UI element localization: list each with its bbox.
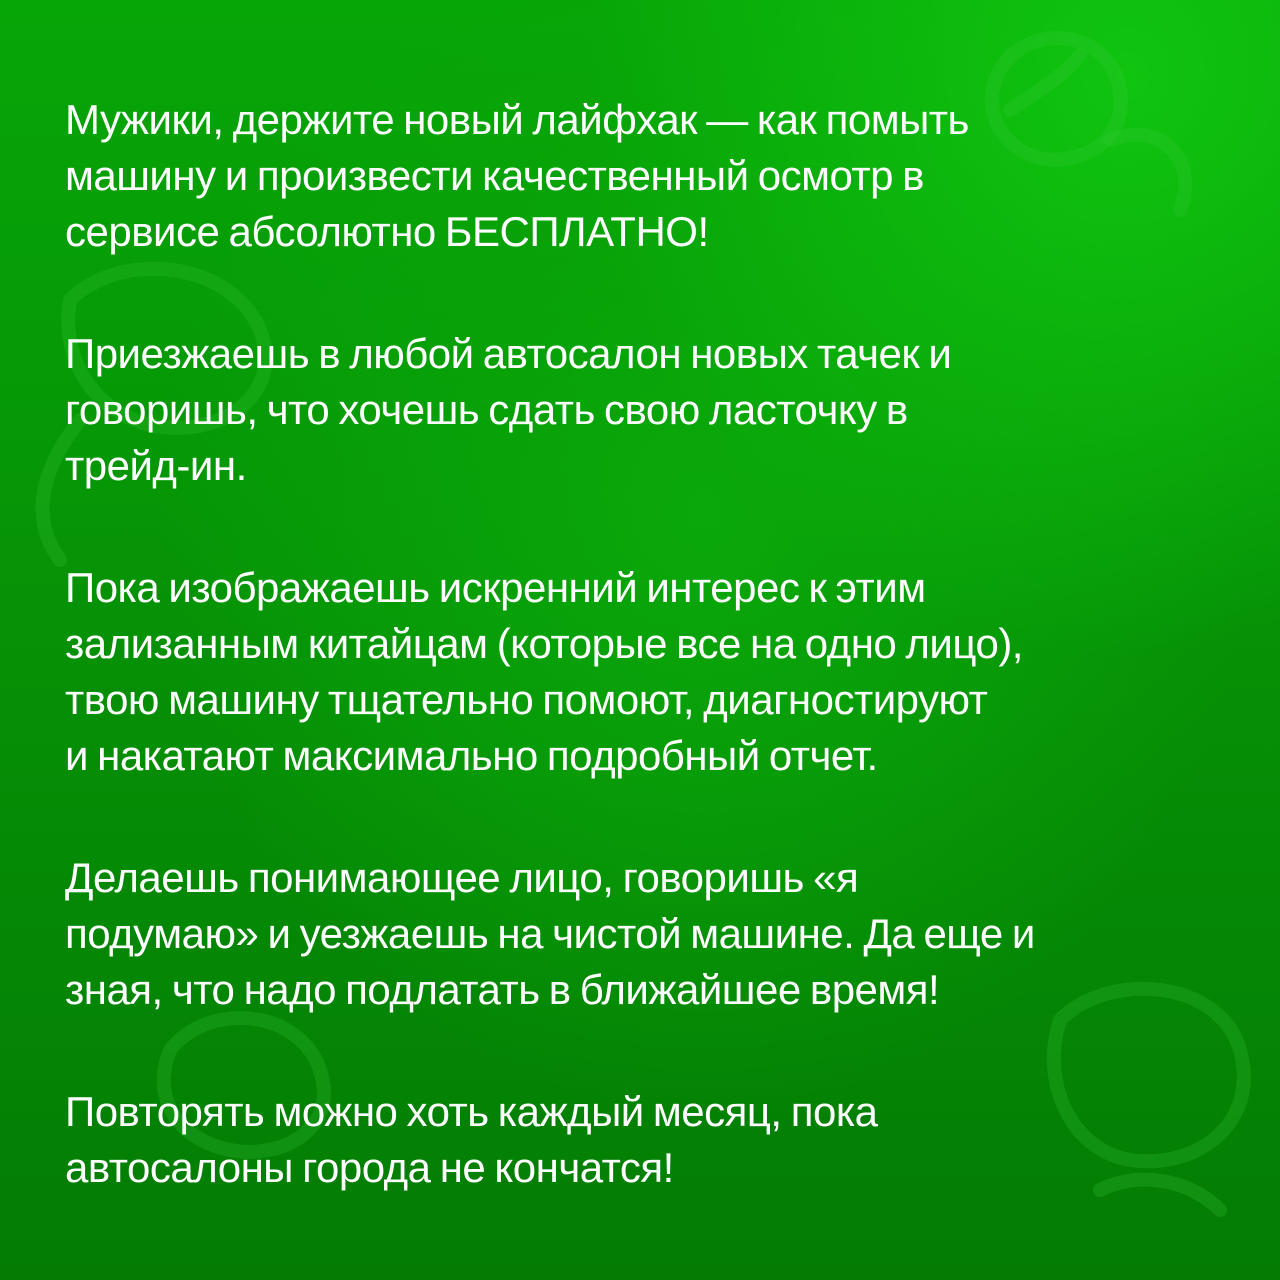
paragraph-step-2 — [65, 560, 1245, 784]
text-line: трейд-ин. — [65, 442, 247, 489]
text-line: Мужики, держите новый лайфхак — как помыть — [65, 96, 969, 143]
text-line: автосалоны города не кончатся! — [65, 1144, 674, 1191]
text-line: подумаю» и уезжаешь на чистой машине. Да еще и — [65, 910, 1035, 957]
post-text — [65, 92, 1245, 1262]
text-line: сервисе абсолютно БЕСПЛАТНО! — [65, 208, 709, 255]
text-line: Делаешь понимающее лицо, говоришь «я — [65, 854, 859, 901]
text-line: Повторять можно хоть каждый месяц, пока — [65, 1088, 878, 1135]
text-line: и накатают максимально подробный отчет. — [65, 732, 878, 779]
text-line: зная, что надо подлатать в ближайшее время! — [65, 966, 940, 1013]
paragraph-step-3 — [65, 850, 1245, 1018]
text-line: Приезжаешь в любой автосалон новых тачек и — [65, 330, 952, 377]
text-line: зализанным китайцам (которые все на одно лицо), — [65, 620, 1023, 667]
paragraph-intro — [65, 92, 1245, 260]
paragraph-step-1 — [65, 326, 1245, 494]
text-line: машину и произвести качественный осмотр в — [65, 152, 924, 199]
text-line: говоришь, что хочешь сдать свою ласточку в — [65, 386, 908, 433]
text-line: Пока изображаешь искренний интерес к этим — [65, 564, 926, 611]
text-line: твою машину тщательно помоют, диагностируют — [65, 676, 988, 723]
paragraph-outro — [65, 1084, 1245, 1196]
